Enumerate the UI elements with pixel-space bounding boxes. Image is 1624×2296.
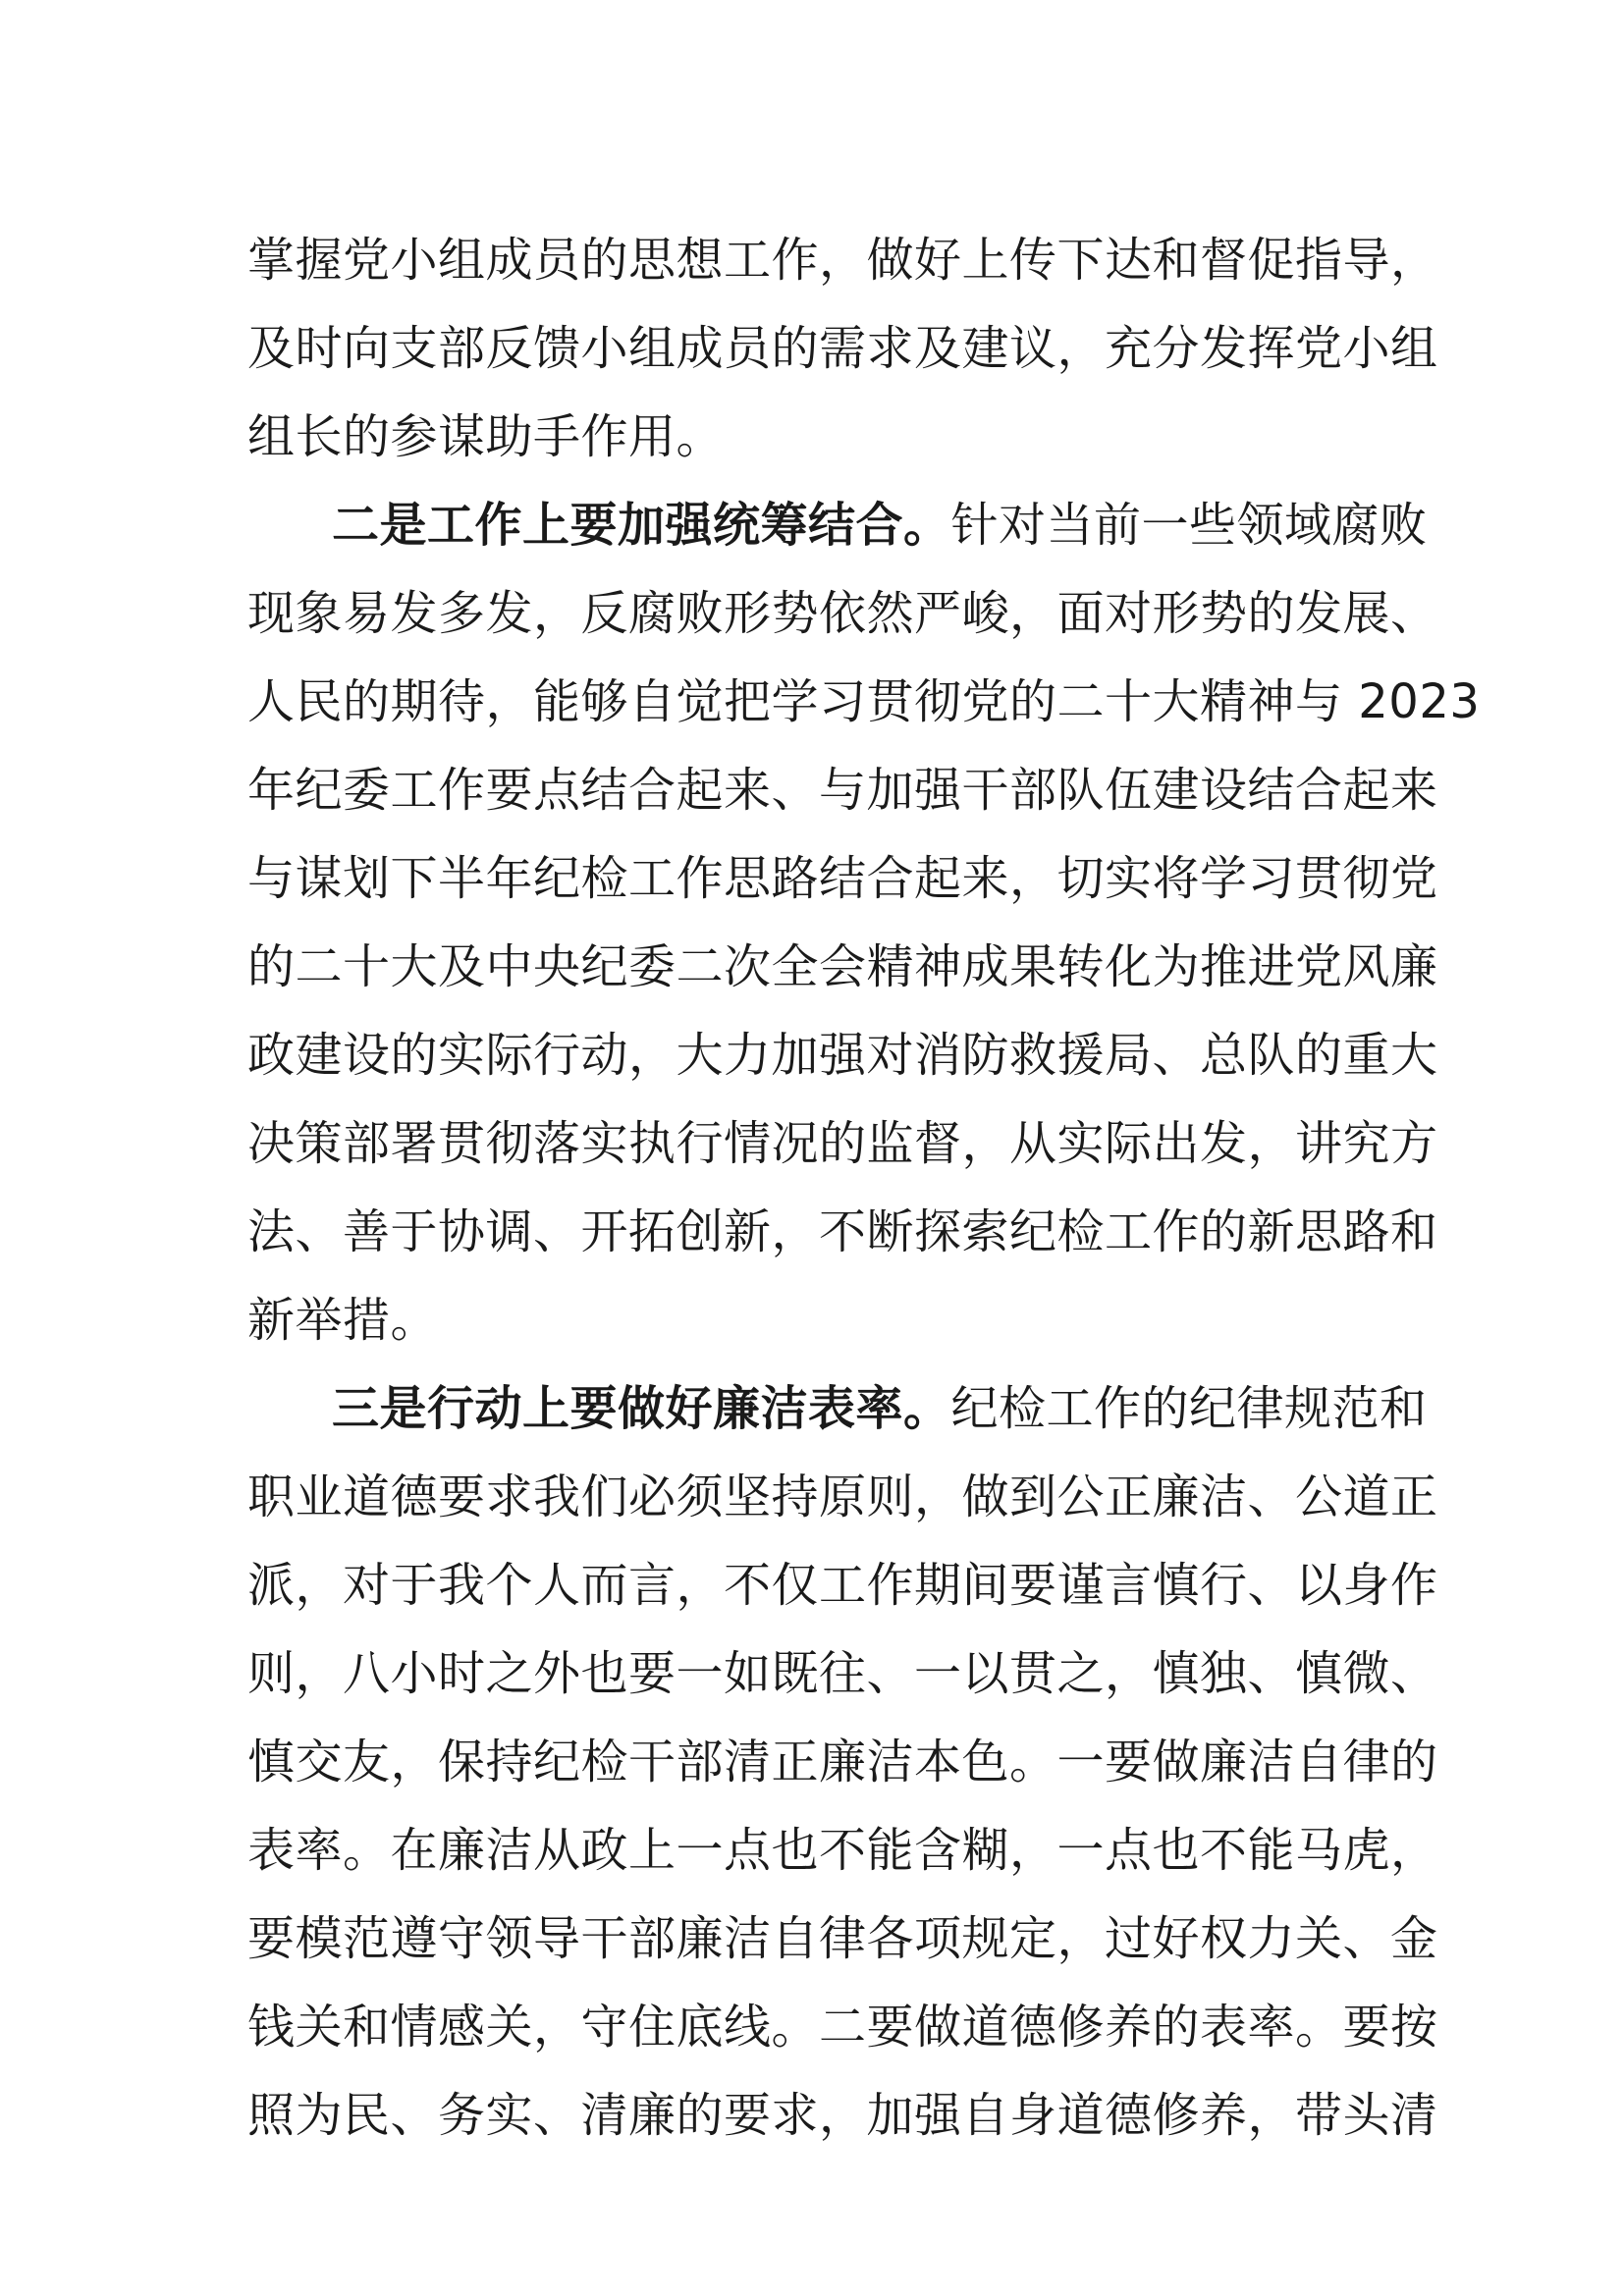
text-line: 法、善于协调、开拓创新，不断探索纪检工作的新思路和 xyxy=(247,1204,1438,1259)
text-line: 组长的参谋助手作用。 xyxy=(247,409,725,464)
text-line: 及时向支部反馈小组成员的需求及建议，充分发挥党小组 xyxy=(247,321,1438,376)
text-line: 与谋划下半年纪检工作思路结合起来，切实将学习贯彻党 xyxy=(247,851,1438,906)
text-line: 政建设的实际行动，大力加强对消防救援局、总队的重大 xyxy=(247,1028,1438,1083)
text-line: 人民的期待，能够自觉把学习贯彻党的二十大精神与 2023 xyxy=(247,674,1481,729)
text-line: 派，对于我个人而言，不仅工作期间要谨言慎行、以身作 xyxy=(247,1558,1438,1613)
text-line: 决策部署贯彻落实执行情况的监督，从实际出发，讲究方 xyxy=(247,1116,1438,1171)
text-line: 表率。在廉洁从政上一点也不能含糊，一点也不能马虎， xyxy=(247,1823,1438,1878)
text-line: 则，八小时之外也要一如既往、一以贯之，慎独、慎微、 xyxy=(247,1646,1438,1701)
paragraph-text: 针对当前一些领域腐败 xyxy=(950,498,1428,553)
paragraph-heading: 三是行动上要做好廉洁表率。 xyxy=(332,1381,951,1436)
text-line: 要模范遵守领导干部廉洁自律各项规定，过好权力关、金 xyxy=(247,1911,1438,1966)
text-line: 慎交友，保持纪检干部清正廉洁本色。一要做廉洁自律的 xyxy=(247,1735,1438,1789)
text-line: 年纪委工作要点结合起来、与加强干部队伍建设结合起来 xyxy=(247,763,1438,818)
paragraph-text: 纪检工作的纪律规范和 xyxy=(950,1381,1428,1436)
paragraph-heading: 二是工作上要加强统筹结合。 xyxy=(332,498,951,553)
paragraph-first-line xyxy=(332,481,1428,569)
text-line: 钱关和情感关，守住底线。二要做道德修养的表率。要按 xyxy=(247,2000,1438,2055)
paragraph-first-line xyxy=(332,1364,1428,1453)
text-line: 掌握党小组成员的思想工作，做好上传下达和督促指导， xyxy=(247,233,1438,288)
text-line: 现象易发多发，反腐败形势依然严峻，面对形势的发展、 xyxy=(247,586,1438,641)
text-line: 的二十大及中央纪委二次全会精神成果转化为推进党风廉 xyxy=(247,939,1438,994)
text-line: 新举措。 xyxy=(247,1293,439,1348)
text-line: 照为民、务实、清廉的要求，加强自身道德修养，带头清 xyxy=(247,2088,1438,2143)
text-line: 职业道德要求我们必须坚持原则，做到公正廉洁、公道正 xyxy=(247,1469,1438,1524)
